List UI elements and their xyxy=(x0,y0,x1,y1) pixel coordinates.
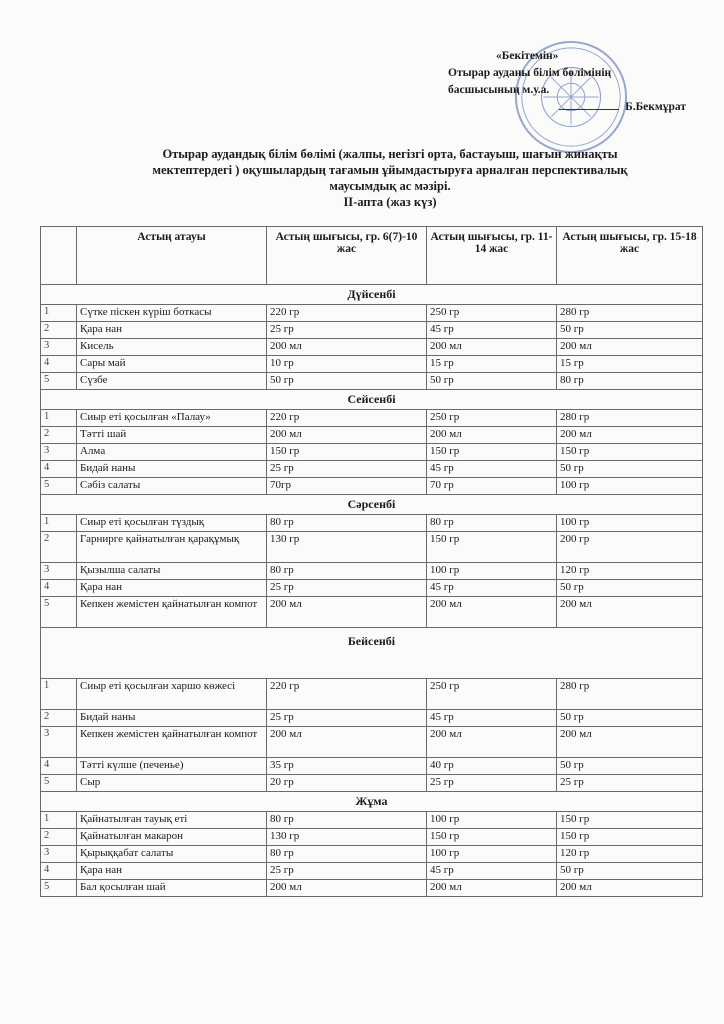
table-row xyxy=(41,679,703,710)
dish-name: Қызылша салаты xyxy=(77,563,267,580)
title-line-3: маусымдық ас мәзірі. xyxy=(329,179,451,193)
approval-block xyxy=(448,48,708,116)
table-row xyxy=(41,444,703,461)
portion-6-10: 25 гр xyxy=(267,580,427,597)
portion-6-10: 35 гр xyxy=(267,758,427,775)
day-header-row xyxy=(41,628,703,679)
portion-15-18: 50 гр xyxy=(557,322,703,339)
row-number: 2 xyxy=(41,532,77,563)
portion-11-14: 150 гр xyxy=(427,444,557,461)
table-row xyxy=(41,812,703,829)
table-row xyxy=(41,863,703,880)
portion-6-10: 20 гр xyxy=(267,775,427,792)
header-num xyxy=(41,227,77,285)
portion-15-18: 280 гр xyxy=(557,410,703,427)
portion-6-10: 220 гр xyxy=(267,305,427,322)
portion-6-10: 150 гр xyxy=(267,444,427,461)
table-row xyxy=(41,580,703,597)
title-line-4: ІІ-апта (жаз күз) xyxy=(343,195,437,209)
portion-15-18: 150 гр xyxy=(557,444,703,461)
day-name: Бейсенбі xyxy=(41,628,703,679)
table-row xyxy=(41,880,703,897)
row-number: 2 xyxy=(41,710,77,727)
dish-name: Сүзбе xyxy=(77,373,267,390)
title-line-2: мектептердегі ) оқушылардың тағамын ұйымдастыруға арналған перспективалық xyxy=(152,163,628,177)
row-number: 3 xyxy=(41,563,77,580)
portion-6-10: 200 мл xyxy=(267,597,427,628)
day-header-row xyxy=(41,390,703,410)
portion-15-18: 80 гр xyxy=(557,373,703,390)
dish-name: Қырыққабат салаты xyxy=(77,846,267,863)
day-header-row xyxy=(41,495,703,515)
table-row xyxy=(41,727,703,758)
portion-11-14: 100 гр xyxy=(427,812,557,829)
dish-name: Сиыр еті қосылған харшо көжесі xyxy=(77,679,267,710)
table-row xyxy=(41,305,703,322)
portion-11-14: 150 гр xyxy=(427,532,557,563)
row-number: 1 xyxy=(41,679,77,710)
table-row xyxy=(41,478,703,495)
approval-department: Отырар ауданы білім бөлімінің xyxy=(448,67,612,79)
title-line-1: Отырар аудандық білім бөлімі (жалпы, негізгі орта, бастауыш, шағын жинақты xyxy=(162,147,618,161)
header-age-6-10: Астың шығысы, гр. 6(7)-10 жас xyxy=(267,227,427,285)
row-number: 4 xyxy=(41,580,77,597)
table-row xyxy=(41,846,703,863)
portion-6-10: 25 гр xyxy=(267,461,427,478)
dish-name: Қара нан xyxy=(77,580,267,597)
portion-15-18: 15 гр xyxy=(557,356,703,373)
dish-name: Сыр xyxy=(77,775,267,792)
portion-15-18: 100 гр xyxy=(557,478,703,495)
portion-6-10: 220 гр xyxy=(267,410,427,427)
portion-11-14: 45 гр xyxy=(427,461,557,478)
table-row xyxy=(41,322,703,339)
portion-6-10: 200 мл xyxy=(267,427,427,444)
portion-15-18: 200 мл xyxy=(557,880,703,897)
dish-name: Қайнатылған макарон xyxy=(77,829,267,846)
dish-name: Кепкен жемістен қайнатылған компот xyxy=(77,597,267,628)
day-name: Дүйсенбі xyxy=(41,285,703,305)
dish-name: Бидай наны xyxy=(77,710,267,727)
row-number: 5 xyxy=(41,775,77,792)
table-row xyxy=(41,775,703,792)
row-number: 2 xyxy=(41,427,77,444)
portion-15-18: 150 гр xyxy=(557,812,703,829)
portion-11-14: 40 гр xyxy=(427,758,557,775)
row-number: 4 xyxy=(41,461,77,478)
portion-15-18: 50 гр xyxy=(557,758,703,775)
row-number: 1 xyxy=(41,812,77,829)
dish-name: Сәбіз салаты xyxy=(77,478,267,495)
header-dish-name: Астың атауы xyxy=(77,227,267,285)
row-number: 3 xyxy=(41,339,77,356)
menu-body xyxy=(41,285,703,897)
portion-6-10: 50 гр xyxy=(267,373,427,390)
row-number: 3 xyxy=(41,444,77,461)
approval-position: басшысының м.у.а. xyxy=(448,84,550,96)
portion-11-14: 250 гр xyxy=(427,410,557,427)
portion-15-18: 200 мл xyxy=(557,727,703,758)
row-number: 5 xyxy=(41,373,77,390)
portion-15-18: 150 гр xyxy=(557,829,703,846)
dish-name: Сары май xyxy=(77,356,267,373)
portion-11-14: 70 гр xyxy=(427,478,557,495)
dish-name: Кепкен жемістен қайнатылған компот xyxy=(77,727,267,758)
row-number: 5 xyxy=(41,597,77,628)
table-row xyxy=(41,410,703,427)
table-row xyxy=(41,710,703,727)
portion-15-18: 200 мл xyxy=(557,597,703,628)
portion-6-10: 80 гр xyxy=(267,515,427,532)
dish-name: Қара нан xyxy=(77,322,267,339)
table-row xyxy=(41,461,703,478)
day-name: Жұма xyxy=(41,792,703,812)
table-row xyxy=(41,356,703,373)
portion-6-10: 80 гр xyxy=(267,563,427,580)
table-row xyxy=(41,532,703,563)
portion-15-18: 280 гр xyxy=(557,305,703,322)
portion-11-14: 200 мл xyxy=(427,727,557,758)
dish-name: Бал қосылған шай xyxy=(77,880,267,897)
dish-name: Тәтті күлше (печенье) xyxy=(77,758,267,775)
row-number: 3 xyxy=(41,727,77,758)
dish-name: Сүтке піскен күріш боткасы xyxy=(77,305,267,322)
day-name: Сейсенбі xyxy=(41,390,703,410)
portion-6-10: 200 мл xyxy=(267,880,427,897)
portion-6-10: 130 гр xyxy=(267,532,427,563)
portion-15-18: 50 гр xyxy=(557,710,703,727)
table-row xyxy=(41,515,703,532)
portion-11-14: 100 гр xyxy=(427,846,557,863)
portion-11-14: 200 мл xyxy=(427,427,557,444)
dish-name: Алма xyxy=(77,444,267,461)
portion-15-18: 120 гр xyxy=(557,846,703,863)
row-number: 4 xyxy=(41,758,77,775)
portion-6-10: 200 мл xyxy=(267,339,427,356)
approval-signature-line xyxy=(448,99,708,116)
portion-6-10: 25 гр xyxy=(267,863,427,880)
row-number: 3 xyxy=(41,846,77,863)
portion-15-18: 280 гр xyxy=(557,679,703,710)
table-header-row xyxy=(41,227,703,285)
row-number: 5 xyxy=(41,880,77,897)
dish-name: Сиыр еті қосылған түздық xyxy=(77,515,267,532)
portion-11-14: 200 мл xyxy=(427,880,557,897)
portion-11-14: 250 гр xyxy=(427,679,557,710)
portion-15-18: 100 гр xyxy=(557,515,703,532)
row-number: 4 xyxy=(41,863,77,880)
portion-6-10: 200 мл xyxy=(267,727,427,758)
portion-6-10: 80 гр xyxy=(267,846,427,863)
row-number: 4 xyxy=(41,356,77,373)
day-name: Сәрсенбі xyxy=(41,495,703,515)
portion-6-10: 25 гр xyxy=(267,710,427,727)
dish-name: Бидай наны xyxy=(77,461,267,478)
dish-name: Тәтті шай xyxy=(77,427,267,444)
portion-11-14: 200 мл xyxy=(427,339,557,356)
menu-table xyxy=(40,226,703,897)
row-number: 1 xyxy=(41,515,77,532)
portion-11-14: 45 гр xyxy=(427,580,557,597)
portion-11-14: 80 гр xyxy=(427,515,557,532)
table-row xyxy=(41,597,703,628)
portion-11-14: 100 гр xyxy=(427,563,557,580)
approval-signer: Б.Бекмұрат xyxy=(625,101,686,113)
header-age-11-14: Астың шығысы, гр. 11-14 жас xyxy=(427,227,557,285)
portion-11-14: 45 гр xyxy=(427,710,557,727)
portion-6-10: 130 гр xyxy=(267,829,427,846)
portion-15-18: 120 гр xyxy=(557,563,703,580)
document-title xyxy=(110,146,670,210)
header-age-15-18: Астың шығысы, гр. 15-18 жас xyxy=(557,227,703,285)
row-number: 1 xyxy=(41,305,77,322)
table-row xyxy=(41,339,703,356)
table-row xyxy=(41,563,703,580)
portion-6-10: 25 гр xyxy=(267,322,427,339)
portion-15-18: 200 мл xyxy=(557,427,703,444)
portion-15-18: 200 мл xyxy=(557,339,703,356)
portion-15-18: 25 гр xyxy=(557,775,703,792)
table-row xyxy=(41,829,703,846)
portion-6-10: 80 гр xyxy=(267,812,427,829)
portion-15-18: 50 гр xyxy=(557,461,703,478)
portion-15-18: 50 гр xyxy=(557,863,703,880)
portion-11-14: 15 гр xyxy=(427,356,557,373)
portion-11-14: 50 гр xyxy=(427,373,557,390)
portion-11-14: 25 гр xyxy=(427,775,557,792)
row-number: 1 xyxy=(41,410,77,427)
portion-11-14: 200 мл xyxy=(427,597,557,628)
table-row xyxy=(41,373,703,390)
dish-name: Қара нан xyxy=(77,863,267,880)
row-number: 2 xyxy=(41,322,77,339)
table-row xyxy=(41,427,703,444)
day-header-row xyxy=(41,285,703,305)
portion-11-14: 250 гр xyxy=(427,305,557,322)
portion-15-18: 200 гр xyxy=(557,532,703,563)
portion-11-14: 45 гр xyxy=(427,863,557,880)
portion-6-10: 220 гр xyxy=(267,679,427,710)
row-number: 5 xyxy=(41,478,77,495)
portion-6-10: 10 гр xyxy=(267,356,427,373)
table-row xyxy=(41,758,703,775)
day-header-row xyxy=(41,792,703,812)
signature-underline xyxy=(559,109,619,110)
portion-11-14: 45 гр xyxy=(427,322,557,339)
portion-15-18: 50 гр xyxy=(557,580,703,597)
dish-name: Гарнирге қайнатылған қарақұмық xyxy=(77,532,267,563)
approval-heading: «Бекітемін» xyxy=(496,50,559,62)
dish-name: Сиыр еті қосылған «Палау» xyxy=(77,410,267,427)
dish-name: Қайнатылған тауық еті xyxy=(77,812,267,829)
portion-6-10: 70гр xyxy=(267,478,427,495)
portion-11-14: 150 гр xyxy=(427,829,557,846)
dish-name: Кисель xyxy=(77,339,267,356)
row-number: 2 xyxy=(41,829,77,846)
